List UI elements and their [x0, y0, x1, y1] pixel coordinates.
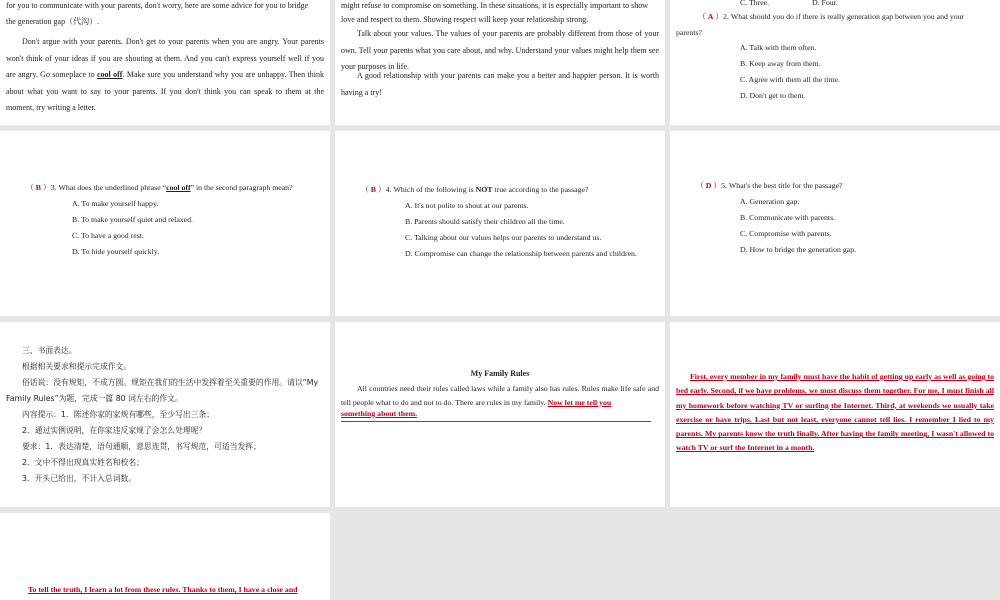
instruction-line: Family Rules”为题，完成一篇 80 词左右的作文。: [6, 394, 183, 403]
instruction-line: 要求：1．表达清楚，语句通顺，意思连贯，书写规范，可适当发挥；: [22, 442, 261, 451]
question-2: （ A ）2. What should you do if there is really generation gap between you and your: [698, 12, 965, 21]
section-heading: 三、书面表达。: [22, 346, 77, 355]
option-a: A. To make yourself happy.: [72, 199, 159, 208]
option-b: B. Communicate with parents.: [740, 213, 836, 222]
question-3: （ B ）3. What does the underlined phrase “cool off” in the second paragraph mean?: [26, 183, 293, 192]
essay-start-tile: [335, 322, 665, 507]
answer-line: [341, 421, 651, 422]
option-b: B. To make yourself quiet and relaxed.: [72, 215, 193, 224]
option-c: C. Talking about our values helps our parents to understand us.: [405, 233, 602, 242]
answer-text: something about them.: [341, 409, 418, 418]
underlined-phrase: cool off: [97, 70, 123, 79]
question-tile-5: [670, 131, 1000, 316]
question-5: （ D ）5. What's the best title for the passage?: [696, 181, 843, 190]
option-a: A. It's not polite to shout at our parents.: [405, 201, 529, 210]
essay-title: My Family Rules: [470, 369, 530, 378]
instruction-line: 根据相关要求和提示完成作文。: [22, 362, 132, 371]
essay-ending-text: To tell the truth, I learn a lot from these rules. Thanks to them, I have a close and: [28, 585, 298, 594]
passage-tile-1: [0, 0, 330, 125]
instruction-line: 内容提示：1．陈述你家的家规有哪些，至少写出三条；: [22, 410, 215, 419]
writing-instructions-tile: [0, 322, 330, 507]
question-tile-2: [670, 0, 1000, 125]
question-tile-3: [0, 131, 330, 316]
answer-mark: B: [35, 183, 41, 192]
option-d: D. Don't get to them.: [740, 91, 806, 100]
option-c: C. To have a good rest.: [72, 231, 144, 240]
passage-paragraph: Don't argue with your parents. Don't get to your parents when you are angry. Your parents won't think of your ideas if you are shouting at them. And you can't express yourself well if you are angry. Go someplace to cool off. Make sure you understand why you are unhappy. Then think about what you want to say to your parents. If you don't think you can speak to them at the moment, try writing a letter.: [6, 37, 324, 112]
passage-line: love and respect to them. Showing respect will keep your relationship strong.: [341, 15, 589, 24]
instruction-line: 2．通过实例说明，在你家违反家规了会怎么处理呢？: [22, 426, 207, 435]
essay-answer-tile: [670, 322, 1000, 507]
option-b: B. Parents should satisfy their children all the time.: [405, 217, 565, 226]
option-d: D. To hide yourself quickly.: [72, 247, 160, 256]
option-d: D. How to bridge the generation gap.: [740, 245, 857, 254]
option-a: A. Talk with them often.: [740, 43, 817, 52]
option-a: A. Generation gap.: [740, 197, 800, 206]
underlined-phrase: cool off: [166, 183, 191, 192]
question-tile-4: [335, 131, 665, 316]
passage-line: for you to communicate with your parents, don't worry, here are some advice for you to bridge: [6, 1, 309, 10]
passage-line: the generation gap（代沟）.: [6, 17, 100, 26]
essay-opening: All countries need their rules called laws while a family also has rules. Rules make life safe and tell people what to do and not to do. There are rules in my family. Now let me tell you: [341, 384, 659, 407]
question-4: （ B ）4. Which of the following is NOT true according to the passage?: [361, 185, 589, 194]
option-c: C. Agree with them all the time.: [740, 75, 841, 84]
essay-ending-tile: [0, 513, 330, 600]
answer-mark: A: [707, 12, 714, 21]
question-2-cont: parents?: [676, 28, 702, 37]
essay-answer-text: First, every member in my family must have the habit of getting up early as well as going to bed early. Second, if we have problems, we must discuss them together. For me, I must finish all my homework before watching TV or surfing the Internet. Third, at weekends we usually take exercise or have trips. Last but not least, everyone cannot tell lies. I remember I lied to my parents. My parents knew the truth finally. After having the family meeting, I wasn't allowed to watch TV or surf the Internet in a month.: [676, 372, 994, 453]
option-c: C. Compromise with parents.: [740, 229, 832, 238]
passage-line: might refuse to compromise on something. In these situations, it is especially important to show: [341, 1, 649, 10]
option-c: C. Three.: [740, 0, 770, 7]
option-b: B. Keep away from them.: [740, 59, 821, 68]
answer-text: Now let me tell you: [547, 397, 612, 407]
answer-mark: B: [370, 185, 376, 194]
option-d: D. Compromise can change the relationship between parents and children.: [405, 249, 637, 258]
passage-tile-2: [335, 0, 665, 125]
passage-paragraph: A good relationship with your parents can make you a better and happier person. It is worth having a try!: [341, 71, 659, 97]
instruction-line: 3．开头已给出，不计入总词数。: [22, 474, 137, 483]
instruction-line: 2．文中不得出现真实姓名和校名；: [22, 458, 144, 467]
option-d: D. Four.: [812, 0, 838, 7]
instruction-line: 俗话说：没有规矩，不成方圆。规矩在我们的生活中发挥着至关重要的作用。请以“My: [22, 378, 319, 387]
passage-paragraph: Talk about your values. The values of your parents are probably different from those of your own. Tell your parents what you care about, and why. Understand your values might help them see your purposes in life.: [341, 29, 659, 71]
answer-mark: D: [705, 181, 712, 190]
